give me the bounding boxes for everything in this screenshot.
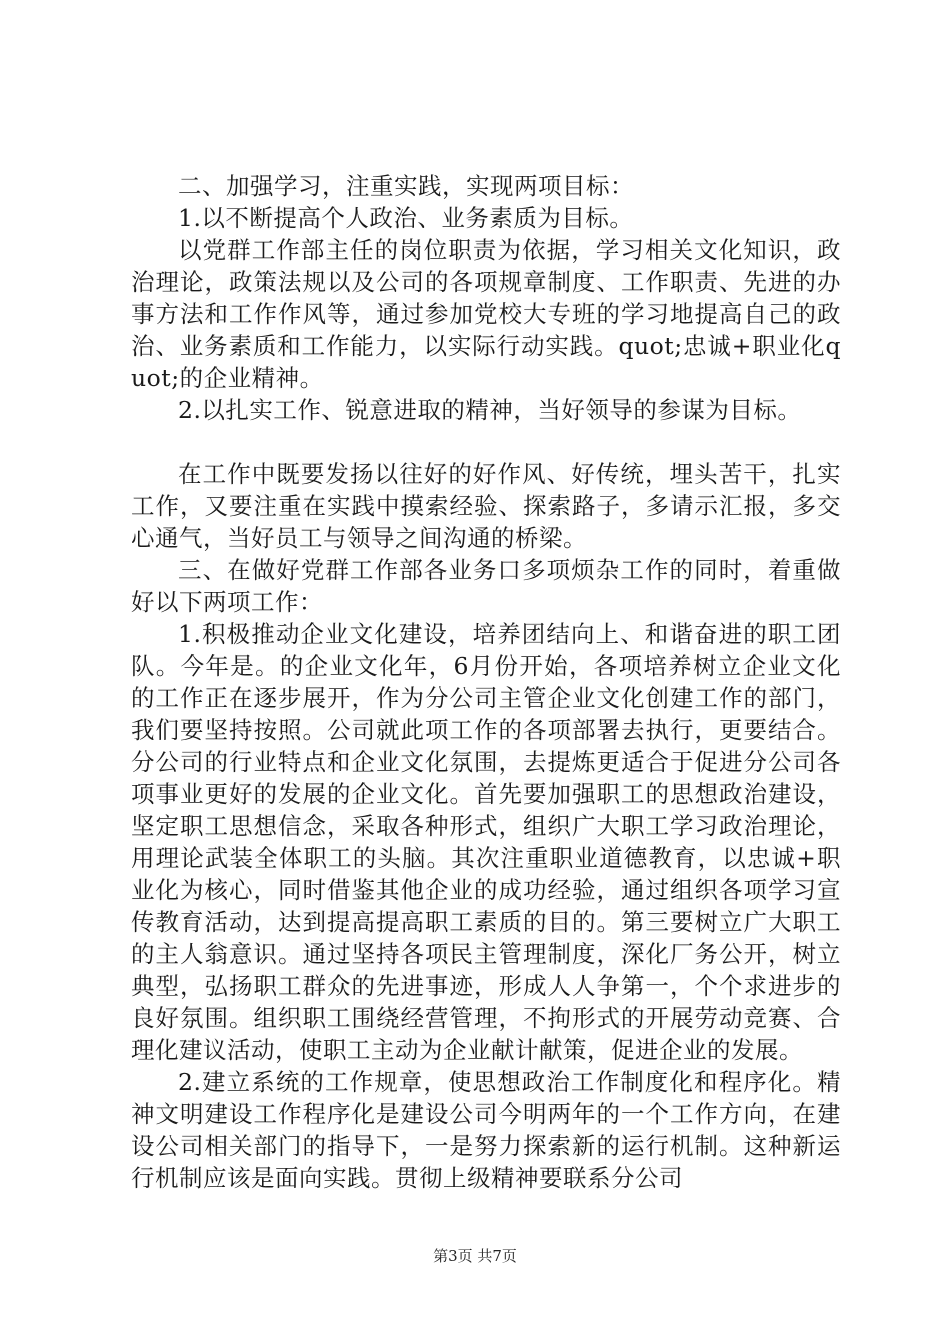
paragraph-study: 以党群工作部主任的岗位职责为依据，学习相关文化知识，政治理论，政策法规以及公司的各项规章制度、工作职责、先进的办事方法和工作作风等，通过参加党校大专班的学习地提高自己的政治、业务素质和工作能力，以实际行动实践。quot;忠诚+职业化quot;的企业精神。: [131, 236, 841, 392]
blank-line: [131, 426, 841, 458]
paragraph-system-rules: 2.建立系统的工作规章，使思想政治工作制度化和程序化。精神文明建设工作程序化是建设公司今明两年的一个工作方向，在建设公司相关部门的指导下，一是努力探索新的运行机制。这种新运行机制应该是面向实践。贯彻上级精神要联系分公司: [131, 1068, 841, 1192]
document-body: [131, 170, 841, 1194]
heading-section-three: 三、在做好党群工作部各业务口多项烦杂工作的同时，着重做好以下两项工作：: [131, 556, 841, 616]
item-2-title: 2.以扎实工作、锐意进取的精神，当好领导的参谋为目标。: [178, 396, 802, 424]
item-1-title: 1.以不断提高个人政治、业务素质为目标。: [178, 204, 634, 232]
paragraph-work-style: 在工作中既要发扬以往好的好作风、好传统，埋头苦干，扎实工作，又要注重在实践中摸索经验、探索路子，多请示汇报，多交心通气，当好员工与领导之间沟通的桥梁。: [131, 460, 841, 552]
page-footer: 第3页 共7页: [433, 1247, 517, 1265]
paragraph-culture: 1.积极推动企业文化建设，培养团结向上、和谐奋进的职工团队。今年是。的企业文化年，6月份开始，各项培养树立企业文化的工作正在逐步展开，作为分公司主管企业文化创建工作的部门，我们要坚持按照。公司就此项工作的各项部署去执行，更要结合。分公司的行业特点和企业文化氛围，去提炼更适合于促进分公司各项事业更好的发展的企业文化。首先要加强职工的思想政治建设，坚定职工思想信念，采取各种形式，组织广大职工学习政治理论，用理论武装全体职工的头脑。其次注重职业道德教育，以忠诚+职业化为核心，同时借鉴其他企业的成功经验，通过组织各项学习宣传教育活动，达到提高提高职工素质的目的。第三要树立广大职工的主人翁意识。通过坚持各项民主管理制度，深化厂务公开，树立典型，弘扬职工群众的先进事迹，形成人人争第一，个个求进步的良好氛围。组织职工围绕经营管理，不拘形式的开展劳动竞赛、合理化建议活动，使职工主动为企业献计献策，促进企业的发展。: [131, 620, 841, 1064]
heading-section-two: 二、加强学习，注重实践，实现两项目标：: [178, 172, 634, 200]
